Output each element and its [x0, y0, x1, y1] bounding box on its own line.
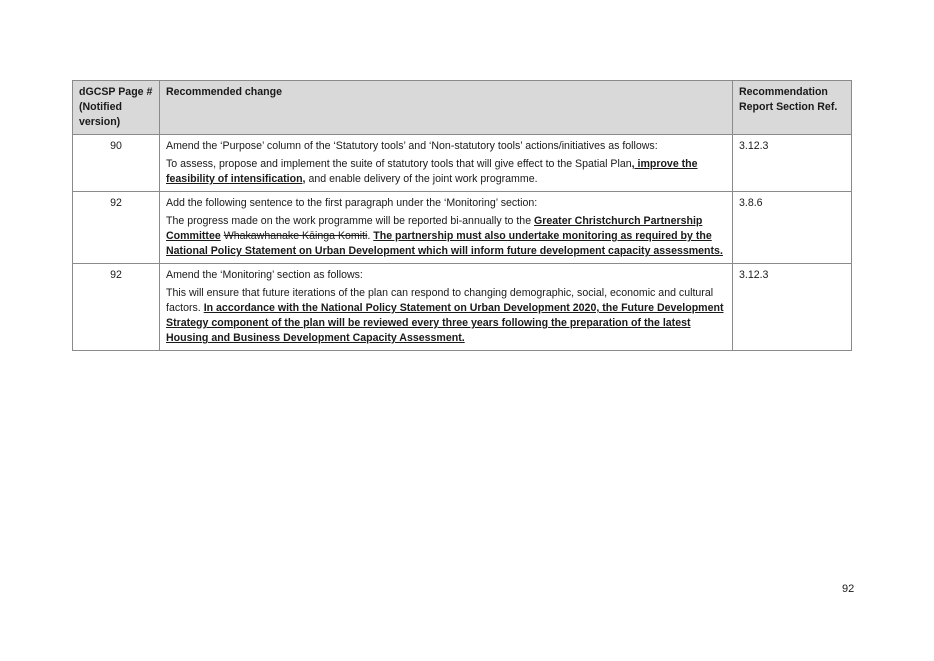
row-page-number: 90: [73, 135, 160, 192]
change-intro: Amend the ‘Purpose’ column of the ‘Statutory tools’ and ‘Non-statutory tools’ actions/initiatives as follows:: [166, 140, 658, 152]
row-recommended-change: [160, 264, 733, 351]
header-recommended-change: Recommended change: [160, 81, 733, 135]
change-text: [166, 214, 726, 259]
existing-text: The progress made on the work programme will be reported bi-annually to the: [166, 215, 535, 227]
header-section-ref: Recommendation Report Section Ref.: [733, 81, 852, 135]
change-intro: Amend the ‘Monitoring’ section as follows:: [166, 269, 363, 281]
existing-text: and enable delivery of the joint work programme.: [305, 173, 538, 185]
change-text: [166, 286, 726, 346]
existing-text: .: [367, 230, 374, 242]
row-page-number: 92: [73, 192, 160, 264]
row-page-number: 92: [73, 264, 160, 351]
deleted-text: Whakawhanake Kāinga Komiti: [223, 230, 368, 242]
row-section-ref: 3.12.3: [733, 135, 852, 192]
table-row: [73, 264, 852, 351]
table-row: [73, 192, 852, 264]
table-header-row: [73, 81, 852, 135]
existing-text: This will ensure that future iterations of the plan can respond to changing demographic, social, economic and cultural factors.: [166, 287, 714, 314]
change-intro: Add the following sentence to the first paragraph under the ‘Monitoring’ section:: [166, 197, 538, 209]
change-text: [166, 157, 726, 187]
row-recommended-change: [160, 135, 733, 192]
row-section-ref: 3.12.3: [733, 264, 852, 351]
added-text: Greater Christchurch Partnership Committee: [166, 215, 703, 242]
row-recommended-change: [160, 192, 733, 264]
recommendations-table: [72, 80, 852, 351]
added-text: In accordance with the National Policy Statement on Urban Development 2020, the Future Development Strategy component of the plan will be reviewed every three years following the preparation of the latest Housing and Business Development Capacity Assessment.: [166, 302, 724, 344]
page-number: 92: [842, 583, 855, 595]
table-row: [73, 135, 852, 192]
existing-text: To assess, propose and implement the suite of statutory tools that will give effect to the Spatial Plan: [166, 158, 632, 170]
header-page-number: dGCSP Page # (Notified version): [73, 81, 160, 135]
added-text: The partnership must also undertake monitoring as required by the National Policy Statement on Urban Development which will inform future development capacity assessments.: [166, 230, 723, 257]
row-section-ref: 3.8.6: [733, 192, 852, 264]
added-text: , improve the feasibility of intensification,: [166, 158, 698, 185]
